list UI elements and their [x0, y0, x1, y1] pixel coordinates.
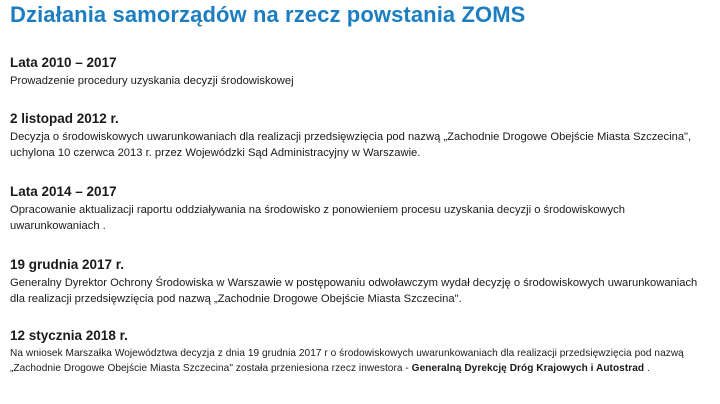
- entry-text: Opracowanie aktualizacji raportu oddziaływania na środowisko z ponowieniem procesu uzyskania decyzji o środowiskowych uwarunkowaniach .: [10, 204, 625, 232]
- page-title: Działania samorządów na rzecz powstania ZOMS: [10, 2, 526, 27]
- entry-text: Decyzja o środowiskowych uwarunkowaniach dla realizacji przedsięwzięcia pod nazwą „Zachodnie Drogowe Obejście Miasta Szczecina", uchylona 10 czerwca 2013 r. przez Wojewódzki Sąd Administracyjny w Warszawie.: [10, 131, 692, 159]
- timeline-entry: [10, 256, 710, 307]
- entry-text-part: Na wniosek Marszałka Województwa decyzja z dnia 19 grudnia 2017 r o środowiskowych uwarunkowaniach dla realizacji przedsięwzięcia pod nazwą „Zachodnie Drogowe Obejście Miasta Szczecina" została przeniesiona rzecz inwestora -: [10, 348, 684, 374]
- entry-text-end: .: [644, 363, 650, 374]
- investor-name: Generalną Dyrekcję Dróg Krajowych i Autostrad: [411, 363, 645, 374]
- entry-text: Prowadzenie procedury uzyskania decyzji środowiskowej: [10, 75, 294, 87]
- entry-text: [10, 346, 710, 376]
- entry-date: Lata 2010 – 2017: [10, 55, 117, 70]
- timeline-entry: [10, 54, 710, 89]
- timeline-entry: [10, 327, 710, 376]
- timeline-entry: [10, 183, 710, 234]
- entry-text: Generalny Dyrektor Ochrony Środowiska w Warszawie w postępowaniu odwoławczym wydał decyzję o środowiskowych uwarunkowaniach dla realizacji przedsięwzięcia pod nazwą „Zachodnie Drogowe Obejście Miasta Szczecina".: [10, 277, 698, 305]
- entry-date: Lata 2014 – 2017: [10, 184, 117, 199]
- entry-date: 2 listopad 2012 r.: [10, 111, 119, 126]
- entry-date: 19 grudnia 2017 r.: [10, 257, 125, 272]
- entry-date: 12 stycznia 2018 r.: [10, 328, 128, 343]
- timeline-entry: [10, 110, 710, 161]
